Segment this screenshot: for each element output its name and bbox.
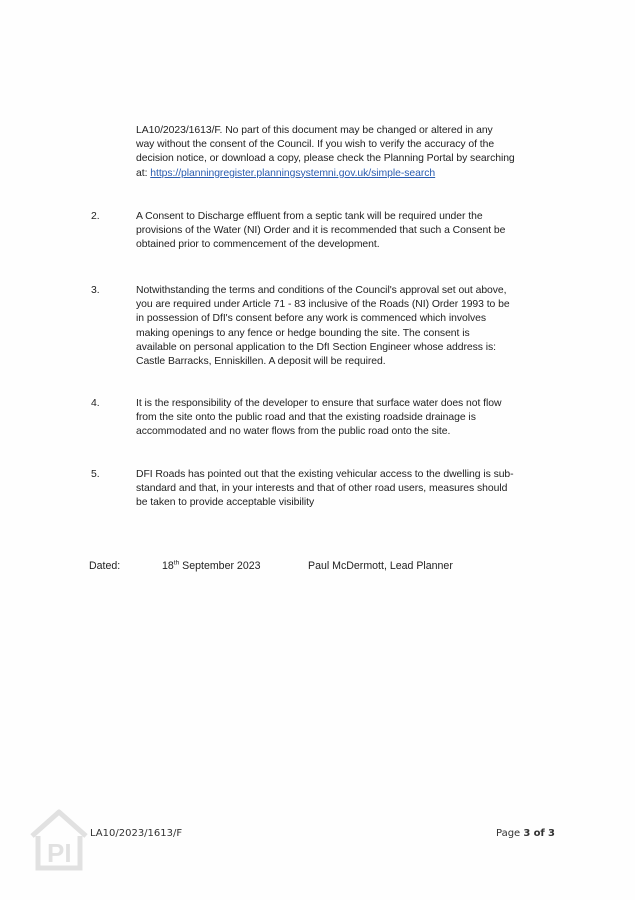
condition-number: 2. — [91, 211, 100, 222]
planning-portal-link[interactable]: https://planningregister.planningsystemni.gov.uk/simple-search — [150, 167, 436, 179]
intro-line: LA10/2023/1613/F. No part of this document may be changed or altered in any — [136, 125, 493, 136]
decision-date-suffix: th — [173, 559, 180, 567]
condition-paragraph — [136, 397, 546, 440]
page-of: of — [533, 828, 545, 839]
condition-line: standard and that, in your interests and that of other road users, measures should — [136, 483, 508, 495]
condition-line: you are required under Article 71 - 83 inclusive of the Roads (NI) Order 1993 to be — [136, 299, 510, 311]
decision-date — [162, 559, 261, 573]
condition-line: It is the responsibility of the developer to ensure that surface water does not flow — [136, 398, 502, 409]
condition-line: obtained prior to commencement of the development. — [136, 239, 380, 251]
condition-line: accommodated and no water flows from the public road onto the site. — [136, 426, 451, 438]
condition-line: in possession of DfI's consent before any work is commenced which involves — [136, 313, 486, 325]
footer-reference: LA10/2023/1613/F — [90, 828, 183, 839]
intro-line: way without the consent of the Council. If you wish to verify the accuracy of the — [136, 139, 495, 151]
condition-line: A Consent to Discharge effluent from a septic tank will be required under the — [136, 211, 483, 222]
condition-line: DFI Roads has pointed out that the existing vehicular access to the dwelling is sub- — [136, 469, 514, 480]
condition-line: available on personal application to the DfI Section Engineer whose address is: — [136, 341, 496, 353]
signatory: Paul McDermott, Lead Planner — [308, 560, 453, 572]
condition-number: 4. — [91, 398, 100, 409]
watermark-text: PI — [47, 838, 72, 868]
condition-line: provisions of the Water (NI) Order and it is recommended that such a Consent be — [136, 225, 506, 237]
condition-number: 5. — [91, 469, 100, 480]
footer-page-number — [496, 828, 555, 840]
condition-paragraph — [136, 210, 546, 253]
condition-line: Castle Barracks, Enniskillen. A deposit will be required. — [136, 356, 386, 368]
page-total: 3 — [547, 828, 555, 839]
decision-date-day: 18 — [162, 560, 174, 572]
house-logo-icon — [28, 806, 90, 872]
condition-line: from the site onto the public road and that the existing roadside drainage is — [136, 412, 476, 424]
intro-link-prefix: at: — [136, 167, 151, 179]
page-prefix: Page — [496, 828, 521, 839]
condition-paragraph — [136, 468, 546, 511]
intro-line: decision notice, or download a copy, please check the Planning Portal by searching — [136, 153, 515, 165]
condition-paragraph — [136, 284, 546, 369]
decision-date-month-year: September 2023 — [182, 560, 261, 572]
dated-label: Dated: — [89, 560, 121, 572]
condition-number: 3. — [91, 285, 100, 296]
intro-paragraph — [136, 124, 556, 181]
page-current: 3 — [523, 828, 531, 839]
intro-link-line — [136, 167, 556, 181]
condition-line: making openings to any fence or hedge bounding the site. The consent is — [136, 327, 470, 339]
condition-line: Notwithstanding the terms and conditions of the Council's approval set out above, — [136, 285, 507, 296]
condition-line: be taken to provide acceptable visibility — [136, 497, 315, 509]
